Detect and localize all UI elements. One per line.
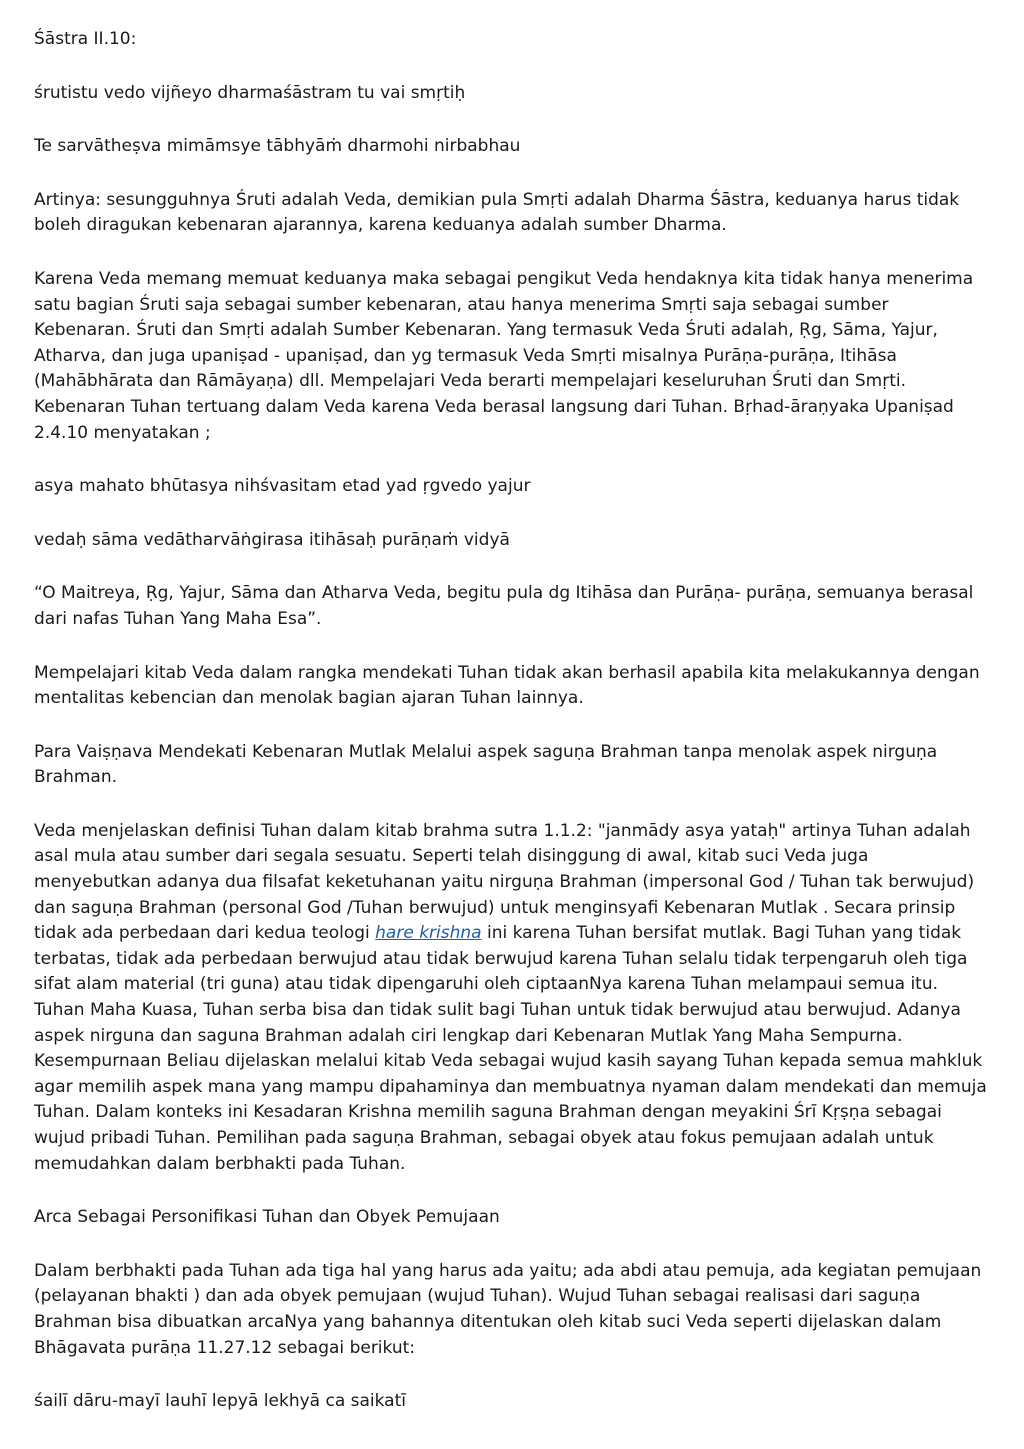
paragraph-definition-of-god bbox=[34, 819, 990, 1177]
upanisad-verse-line-1: asya mahato bhūtasya nihśvasitam etad yad ṛgvedo yajur bbox=[34, 476, 531, 497]
upanisad-translation: “O Maitreya, Ṛg, Yajur, Sāma dan Atharva Veda, begitu pula dg Itihāsa dan Purāṇa- purāṇa, semuanya berasal dari nafas Tuhan Yang Maha Esa”. bbox=[34, 583, 974, 629]
definition-text-after-link: ini karena Tuhan bersifat mutlak. Bagi Tuhan yang tidak terbatas, tidak ada perbedaan berwujud atau tidak berwujud karena Tuhan selalu tidak terpengaruh oleh tiga sifat alam material (tri guna) atau tidak dipengaruhi oleh ciptaanNya karena Tuhan melampaui semua itu. Tuhan Maha Kuasa, Tuhan serba bisa dan tidak sulit bagi Tuhan untuk tidak berwujud atau berwujud. Adanya aspek nirguna dan saguna Brahman adalah ciri lengkap dari Kebenaran Mutlak Yang Maha Sempurna. Kesempurnaan Beliau dijelaskan melalui kitab Veda sebagai wujud kasih sayang Tuhan kepada semua mahkluk agar memilih aspek mana yang mampu dipahaminya dan membuatnya nyaman dalam mendekati dan memuja Tuhan. Dalam konteks ini Kesadaran Krishna memilih saguna Brahman dengan meyakini Śrī Kṛṣṇa sebagai wujud pribadi Tuhan. Pemilihan pada saguṇa Brahman, sebagai obyek atau fokus pemujaan adalah untuk memudahkan dalam berbhakti pada Tuhan. bbox=[34, 923, 987, 1174]
verse-line-1: śrutistu vedo vijñeyo dharmaśāstram tu vai smṛtiḥ bbox=[34, 82, 466, 103]
paragraph-worship: Dalam berbhakti pada Tuhan ada tiga hal yang harus ada yaitu; ada abdi atau pemuja, ada kegiatan pemujaan (pelayanan bhakti ) dan ada obyek pemujaan (wujud Tuhan). Wujud Tuhan sebagai realisasi dari saguṇa Brahman bisa dibuatkan arcaNya yang bahannya ditentukan oleh kitab suci Veda seperti dijelaskan dalam Bhāgavata purāṇa 11.27.12 sebagai berikut: bbox=[34, 1260, 982, 1358]
bhagavata-verse-line: śailī dāru-mayī lauhī lepyā lekhyā ca saikatī bbox=[34, 1391, 406, 1412]
upanisad-verse-line-2: vedaḥ sāma vedātharvāṅgirasa itihāsaḥ purāṇaṁ vidyā bbox=[34, 529, 510, 550]
definition-text-before-link: Veda menjelaskan definisi Tuhan dalam kitab brahma sutra 1.1.2: "janmādy asya yataḥ" artinya Tuhan adalah asal mula atau sumber dari segala sesuatu. Seperti telah disinggung di awal, kitab suci Veda juga menyebutkan adanya dua filsafat keketuhanan yaitu nirguṇa Brahman (impersonal God / Tuhan tak berwujud) dan saguṇa Brahman (personal God /Tuhan berwujud) untuk menginsyafi Kebenaran Mutlak . Secara prinsip tidak ada perbedaan dari kedua teologi bbox=[34, 820, 975, 944]
paragraph-study-veda: Mempelajari kitab Veda dalam rangka mendekati Tuhan tidak akan berhasil apabila kita melakukannya dengan mentalitas kebencian dan menolak bagian ajaran Tuhan lainnya. bbox=[34, 662, 980, 709]
verse-translation: Artinya: sesungguhnya Śruti adalah Veda, demikian pula Smṛti adalah Dharma Śāstra, keduanya harus tidak boleh diragukan kebenaran ajarannya, karena keduanya adalah sumber Dharma. bbox=[34, 189, 960, 236]
paragraph-sruti-smrti: Karena Veda memang memuat keduanya maka sebagai pengikut Veda hendaknya kita tidak hanya menerima satu bagian Śruti saja sebagai sumber kebenaran, atau hanya menerima Smṛti saja sebagai sumber Kebenaran. Śruti dan Smṛti adalah Sumber Kebenaran. Yang termasuk Veda Śruti adalah, Ṛg, Sāma, Yajur, Atharva, dan juga upaniṣad - upaniṣad, dan yg termasuk Veda Smṛti misalnya Purāṇa-purāṇa, Itihāsa (Mahābhārata dan Rāmāyaṇa) dll. Mempelajari Veda berarti mempelajari keseluruhan Śruti dan Smṛti. Kebenaran Tuhan tertuang dalam Veda karena Veda berasal langsung dari Tuhan. Bṛhad-āraṇyaka Upaniṣad 2.4.10 menyatakan ; bbox=[34, 268, 974, 443]
section-heading-arca: Arca Sebagai Personifikasi Tuhan dan Obyek Pemujaan bbox=[34, 1207, 500, 1228]
verse-line-2: Te sarvātheṣva mimāmsye tābhyāṁ dharmohi nirbabhau bbox=[34, 136, 521, 157]
paragraph-vaisnava: Para Vaiṣṇava Mendekati Kebenaran Mutlak Melalui aspek saguṇa Brahman tanpa menolak aspek nirguṇa Brahman. bbox=[34, 741, 938, 788]
hare-krishna-link[interactable]: hare krishna bbox=[375, 923, 482, 944]
sastra-reference: Śāstra II.10: bbox=[34, 29, 137, 49]
